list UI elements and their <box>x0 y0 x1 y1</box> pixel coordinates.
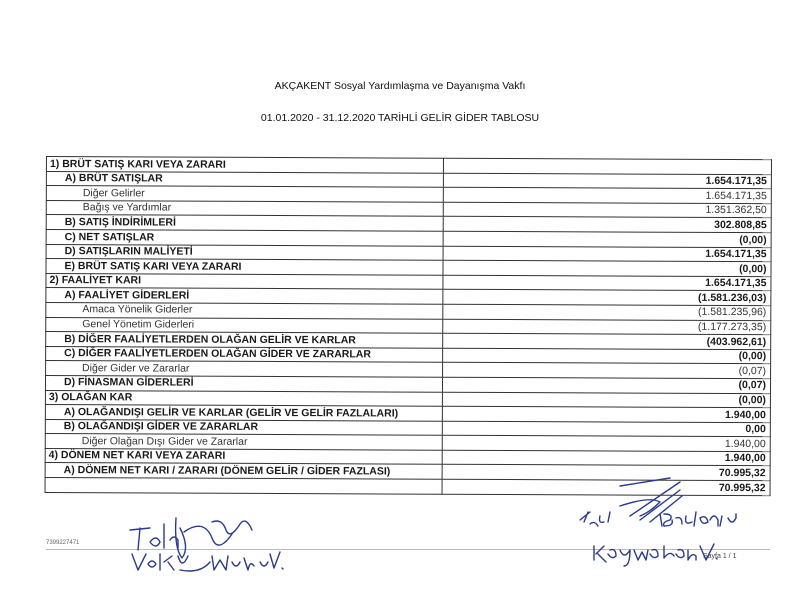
row-label: Genel Yönetim Giderleri <box>46 317 443 333</box>
page-number: Sayfa 1 / 1 <box>703 553 737 560</box>
row-amount: (0,07) <box>443 363 771 379</box>
row-amount: (0,00) <box>443 231 771 247</box>
row-amount: 70.995,32 <box>442 465 770 481</box>
report-title: 01.01.2020 - 31.12.2020 TARİHLİ GELİR GİDER TABLOSU <box>260 112 540 124</box>
row-label: A) BRÜT SATIŞLAR <box>46 171 443 187</box>
row-amount: (403.962,61) <box>443 333 771 349</box>
row-amount: 1.940,00 <box>442 436 770 452</box>
row-amount: (0,07) <box>442 377 770 393</box>
document-id: 7399227471 <box>46 540 80 546</box>
row-amount: 1.654.171,35 <box>443 187 771 203</box>
row-label: 2) FAALİYET KARI <box>46 273 443 289</box>
row-amount: 0,00 <box>442 421 770 437</box>
row-amount: (1.581.236,03) <box>443 290 771 306</box>
row-label: A) OLAĞANDIŞI GELİR VE KARLAR (GELİR VE GELİR FAZLALARI) <box>45 405 442 421</box>
row-amount <box>443 158 771 174</box>
row-label: B) SATIŞ İNDİRİMLERİ <box>46 215 443 231</box>
row-amount: 1.654.171,35 <box>443 246 771 262</box>
row-amount: (1.177.273,35) <box>443 319 771 335</box>
row-label: Diğer Gelirler <box>46 186 443 202</box>
row-amount: 1.654.171,35 <box>443 173 771 189</box>
row-label: 3) OLAĞAN KAR <box>45 390 442 406</box>
row-label: C) NET SATIŞLAR <box>46 229 443 245</box>
row-amount: (0,00) <box>443 260 771 276</box>
row-amount: 1.654.171,35 <box>443 275 771 291</box>
governor-signature <box>560 476 760 576</box>
row-label: B) OLAĞANDIŞI GİDER VE ZARARLAR <box>45 419 442 435</box>
row-label: Amaca Yönelik Giderler <box>46 302 443 318</box>
director-signature <box>120 510 300 590</box>
row-label <box>45 478 442 494</box>
row-label: Diğer Gider ve Zararlar <box>46 361 443 377</box>
row-label: A) FAALİYET GİDERLERİ <box>46 288 443 304</box>
row-amount: (0,00) <box>443 348 771 364</box>
row-amount: 302.808,85 <box>443 217 771 233</box>
row-label: 1) BRÜT SATIŞ KARI VEYA ZARARI <box>46 157 443 173</box>
row-label: E) BRÜT SATIŞ KARI VEYA ZARARI <box>46 259 443 275</box>
row-label: C) DİĞER FAALİYETLERDEN OLAĞAN GİDER VE ZARARLAR <box>46 346 443 362</box>
row-amount: 1.940,00 <box>442 406 770 422</box>
row-label: D) FİNASMAN GİDERLERİ <box>45 375 442 391</box>
row-label: Bağış ve Yardımlar <box>46 200 443 216</box>
row-label: B) DİĞER FAALİYETLERDEN OLAĞAN GELİR VE KARLAR <box>46 332 443 348</box>
row-label: D) SATIŞLARIN MALİYETİ <box>46 244 443 260</box>
row-label: Diğer Olağan Dışı Gider ve Zararlar <box>45 434 442 450</box>
row-amount: 1.351.362,50 <box>443 202 771 218</box>
org-name: AKÇAKENT Sosyal Yardımlaşma ve Dayanışma Vakfı <box>274 80 526 92</box>
row-amount: (0,00) <box>442 392 770 408</box>
row-label: 4) DÖNEM NET KARI VEYA ZARARI <box>45 448 442 464</box>
income-expense-table <box>45 156 772 496</box>
row-amount: (1.581.235,96) <box>443 304 771 320</box>
row-amount: 70.995,32 <box>442 479 770 495</box>
row-amount: 1.940,00 <box>442 450 770 466</box>
row-label: A) DÖNEM NET KARI / ZARARI (DÖNEM GELİR / GİDER FAZLASI) <box>45 463 442 479</box>
